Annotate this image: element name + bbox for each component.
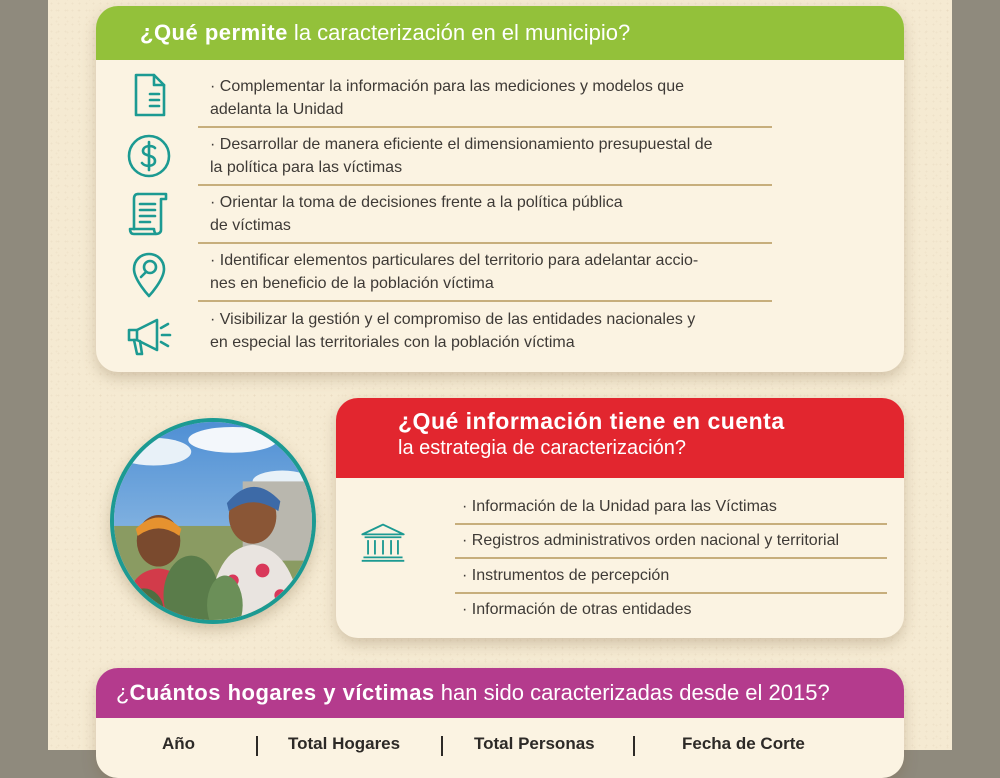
dollar-icon: [126, 133, 172, 179]
benefit-item: [210, 249, 770, 295]
benefit-item: [210, 191, 770, 237]
info-source-item: [462, 565, 669, 587]
institution-building-icon: [360, 520, 440, 590]
megaphone-icon: [126, 314, 172, 360]
section-benefits-title-rest: la caracterización en el municipio?: [287, 20, 631, 45]
column-header-cutoff-date: Fecha de Corte: [682, 734, 805, 753]
info-source-item: [462, 530, 839, 552]
section-count-card: [96, 668, 904, 778]
map-pin-search-icon: [126, 252, 172, 298]
section-count-title-bold: Cuántos hogares y víctimas: [129, 680, 435, 705]
benefit-line1: · Identificar elementos particulares del territorio para adelantar accio-: [210, 252, 699, 269]
divider: [198, 126, 772, 128]
section-benefits-title-bold: ¿Qué permite: [140, 20, 288, 45]
column-header-households: Total Hogares: [288, 734, 401, 753]
divider: [198, 300, 772, 302]
info-source-label: · Registros administrativos orden nacional y territorial: [462, 532, 840, 549]
section-count-title-prefix: ¿: [116, 680, 130, 705]
benefit-line2: en especial las territoriales con la población víctima: [210, 334, 575, 351]
section-info-title-bold: ¿Qué información tiene en cuenta: [398, 408, 785, 434]
column-header-year: Año: [162, 734, 196, 753]
section-benefits-header: [96, 6, 904, 60]
info-source-label: · Información de otras entidades: [462, 601, 692, 618]
women-photo: [110, 418, 316, 624]
benefit-line1: · Complementar la información para las mediciones y modelos que: [210, 78, 684, 95]
benefit-item: [210, 133, 770, 179]
column-divider: [633, 736, 635, 756]
section-count-header: [96, 668, 904, 718]
divider: [455, 557, 887, 559]
document-icon: [126, 72, 172, 118]
divider: [198, 184, 772, 186]
column-header-persons: Total Personas: [474, 734, 595, 753]
benefit-line1: · Visibilizar la gestión y el compromiso de las entidades nacionales y: [210, 311, 696, 328]
benefit-line2: adelanta la Unidad: [210, 101, 344, 118]
benefit-line2: de víctimas: [210, 217, 291, 234]
info-source-item: [462, 599, 691, 621]
info-source-label: · Instrumentos de percepción: [462, 567, 670, 584]
divider: [455, 523, 887, 525]
section-info-header: [336, 398, 904, 478]
benefit-line2: la política para las víctimas: [210, 159, 403, 176]
info-source-label: · Información de la Unidad para las Víctimas: [462, 498, 777, 515]
column-divider: [256, 736, 258, 756]
benefit-item: [210, 308, 770, 354]
section-count-title-rest: han sido caracterizadas desde el 2015?: [434, 680, 830, 705]
info-source-item: [462, 496, 777, 518]
scroll-icon: [126, 190, 172, 236]
benefit-line1: · Orientar la toma de decisiones frente a la política pública: [210, 194, 623, 211]
divider: [198, 242, 772, 244]
section-info-title-rest: la estrategia de caracterización?: [398, 437, 686, 459]
column-divider: [441, 736, 443, 756]
benefit-line2: nes en beneficio de la población víctima: [210, 275, 494, 292]
benefit-line1: · Desarrollar de manera eficiente el dimensionamiento presupuestal de: [210, 136, 713, 153]
divider: [455, 592, 887, 594]
benefit-item: [210, 75, 770, 121]
